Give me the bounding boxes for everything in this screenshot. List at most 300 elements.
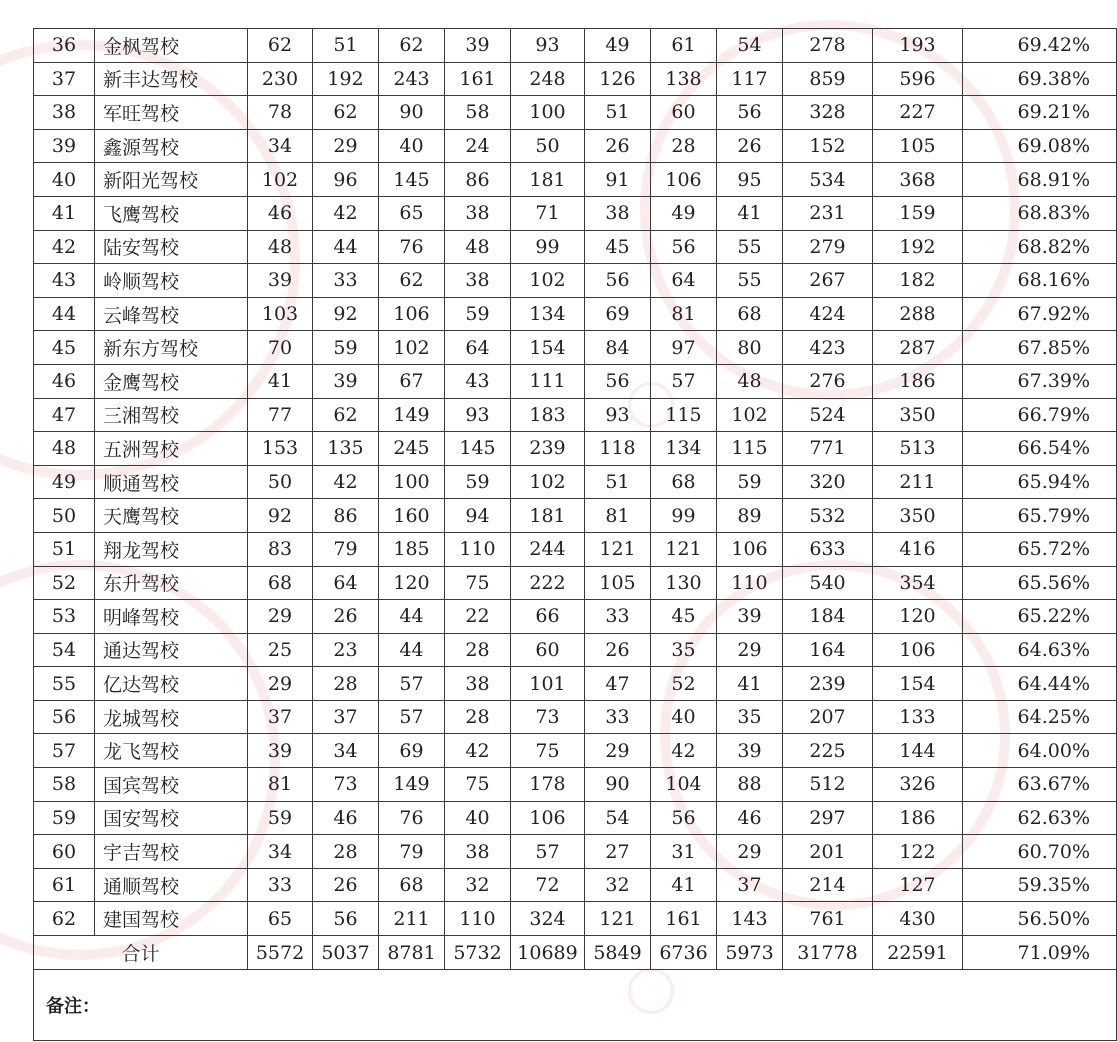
data-cell: 59 [717, 465, 783, 499]
data-cell: 29 [717, 835, 783, 869]
data-cell: 90 [585, 768, 651, 802]
school-name: 岭顺驾校 [95, 264, 248, 298]
data-cell: 24 [445, 129, 511, 163]
pass-rate: 64.63% [963, 633, 1117, 667]
data-cell: 239 [511, 432, 585, 466]
data-cell: 33 [248, 868, 313, 902]
table-row [34, 196, 1117, 230]
data-cell: 105 [585, 566, 651, 600]
data-cell: 56 [585, 264, 651, 298]
data-cell: 70 [248, 331, 313, 365]
data-cell: 41 [717, 667, 783, 701]
data-cell: 130 [651, 566, 717, 600]
data-cell: 115 [717, 432, 783, 466]
data-cell: 38 [585, 196, 651, 230]
data-cell: 39 [248, 734, 313, 768]
table-row [34, 297, 1117, 331]
data-cell: 106 [651, 163, 717, 197]
table-row [34, 633, 1117, 667]
school-name: 金枫驾校 [95, 29, 248, 63]
data-cell: 106 [717, 532, 783, 566]
data-cell: 81 [651, 297, 717, 331]
data-cell: 62 [313, 96, 379, 130]
data-cell: 37 [717, 868, 783, 902]
total-row [34, 936, 1117, 970]
data-cell: 44 [313, 230, 379, 264]
pass-rate: 65.94% [963, 465, 1117, 499]
data-cell: 38 [445, 196, 511, 230]
school-name: 陆安驾校 [95, 230, 248, 264]
data-cell: 56 [717, 96, 783, 130]
row-number: 41 [34, 196, 95, 230]
data-cell: 33 [585, 700, 651, 734]
data-cell: 28 [651, 129, 717, 163]
school-name: 顺通驾校 [95, 465, 248, 499]
data-cell: 86 [445, 163, 511, 197]
data-cell: 60 [651, 96, 717, 130]
data-cell: 86 [313, 499, 379, 533]
data-cell: 44 [379, 633, 445, 667]
data-cell: 144 [873, 734, 963, 768]
data-cell: 145 [445, 432, 511, 466]
data-cell: 29 [585, 734, 651, 768]
table-row [34, 398, 1117, 432]
data-cell: 69 [585, 297, 651, 331]
data-cell: 184 [783, 600, 873, 634]
data-cell: 75 [445, 768, 511, 802]
data-cell: 56 [651, 230, 717, 264]
pass-rate: 65.79% [963, 499, 1117, 533]
data-cell: 22 [445, 600, 511, 634]
data-cell: 62 [313, 398, 379, 432]
data-cell: 248 [511, 62, 585, 96]
data-cell: 524 [783, 398, 873, 432]
data-cell: 29 [717, 633, 783, 667]
data-cell: 62 [379, 264, 445, 298]
table-row [34, 801, 1117, 835]
data-cell: 430 [873, 902, 963, 936]
data-cell: 121 [585, 532, 651, 566]
table-row [34, 902, 1117, 936]
data-cell: 181 [511, 163, 585, 197]
data-cell: 154 [511, 331, 585, 365]
data-cell: 80 [717, 331, 783, 365]
data-cell: 596 [873, 62, 963, 96]
data-cell: 59 [313, 331, 379, 365]
row-number: 61 [34, 868, 95, 902]
pass-rate: 64.44% [963, 667, 1117, 701]
school-name: 三湘驾校 [95, 398, 248, 432]
school-name: 新丰达驾校 [95, 62, 248, 96]
data-cell: 59 [445, 297, 511, 331]
data-cell: 81 [585, 499, 651, 533]
data-cell: 75 [445, 566, 511, 600]
data-cell: 66 [511, 600, 585, 634]
row-number: 47 [34, 398, 95, 432]
table-row [34, 700, 1117, 734]
total-cell: 5037 [313, 936, 379, 970]
data-cell: 193 [873, 29, 963, 63]
school-name: 飞鹰驾校 [95, 196, 248, 230]
data-cell: 143 [717, 902, 783, 936]
data-cell: 267 [783, 264, 873, 298]
data-cell: 26 [313, 868, 379, 902]
total-cell: 6736 [651, 936, 717, 970]
pass-rate: 68.91% [963, 163, 1117, 197]
row-number: 36 [34, 29, 95, 63]
data-cell: 57 [511, 835, 585, 869]
data-cell: 56 [651, 801, 717, 835]
data-cell: 350 [873, 398, 963, 432]
data-cell: 91 [585, 163, 651, 197]
data-cell: 93 [585, 398, 651, 432]
pass-rate: 62.63% [963, 801, 1117, 835]
school-name: 军旺驾校 [95, 96, 248, 130]
row-number: 59 [34, 801, 95, 835]
data-cell: 102 [379, 331, 445, 365]
row-number: 39 [34, 129, 95, 163]
pass-rate: 69.21% [963, 96, 1117, 130]
school-name: 通顺驾校 [95, 868, 248, 902]
data-cell: 51 [585, 465, 651, 499]
pass-rate: 66.79% [963, 398, 1117, 432]
row-number: 60 [34, 835, 95, 869]
data-cell: 46 [248, 196, 313, 230]
row-number: 49 [34, 465, 95, 499]
data-cell: 88 [717, 768, 783, 802]
data-cell: 27 [585, 835, 651, 869]
pass-rate: 68.82% [963, 230, 1117, 264]
data-cell: 38 [445, 835, 511, 869]
data-cell: 424 [783, 297, 873, 331]
data-cell: 62 [248, 29, 313, 63]
data-cell: 117 [717, 62, 783, 96]
data-cell: 106 [511, 801, 585, 835]
row-number: 54 [34, 633, 95, 667]
data-cell: 102 [717, 398, 783, 432]
table-row [34, 163, 1117, 197]
data-cell: 534 [783, 163, 873, 197]
pass-rate: 69.08% [963, 129, 1117, 163]
data-cell: 276 [783, 364, 873, 398]
data-cell: 59 [445, 465, 511, 499]
data-cell: 118 [585, 432, 651, 466]
table-row [34, 734, 1117, 768]
data-cell: 33 [313, 264, 379, 298]
row-number: 43 [34, 264, 95, 298]
data-cell: 79 [313, 532, 379, 566]
school-name: 龙城驾校 [95, 700, 248, 734]
data-cell: 47 [585, 667, 651, 701]
data-cell: 106 [873, 633, 963, 667]
data-cell: 104 [651, 768, 717, 802]
data-cell: 92 [313, 297, 379, 331]
pass-rate: 60.70% [963, 835, 1117, 869]
data-cell: 160 [379, 499, 445, 533]
data-cell: 182 [873, 264, 963, 298]
table-row [34, 364, 1117, 398]
data-cell: 28 [445, 700, 511, 734]
data-cell: 288 [873, 297, 963, 331]
total-label: 合计 [34, 936, 248, 970]
data-cell: 161 [445, 62, 511, 96]
data-cell: 39 [313, 364, 379, 398]
pass-rate: 63.67% [963, 768, 1117, 802]
data-cell: 73 [313, 768, 379, 802]
data-cell: 32 [445, 868, 511, 902]
data-cell: 45 [651, 600, 717, 634]
data-cell: 57 [651, 364, 717, 398]
school-name: 通达驾校 [95, 633, 248, 667]
school-name: 五洲驾校 [95, 432, 248, 466]
data-cell: 64 [445, 331, 511, 365]
school-name: 金鹰驾校 [95, 364, 248, 398]
data-cell: 65 [248, 902, 313, 936]
row-number: 57 [34, 734, 95, 768]
data-cell: 57 [379, 700, 445, 734]
data-cell: 93 [445, 398, 511, 432]
data-cell: 423 [783, 331, 873, 365]
data-cell: 76 [379, 230, 445, 264]
data-cell: 92 [248, 499, 313, 533]
data-cell: 40 [445, 801, 511, 835]
pass-rate: 68.83% [963, 196, 1117, 230]
total-cell: 22591 [873, 936, 963, 970]
data-cell: 207 [783, 700, 873, 734]
school-name: 鑫源驾校 [95, 129, 248, 163]
data-cell: 78 [248, 96, 313, 130]
data-cell: 416 [873, 532, 963, 566]
data-cell: 58 [445, 96, 511, 130]
data-cell: 89 [717, 499, 783, 533]
data-cell: 90 [379, 96, 445, 130]
data-cell: 41 [248, 364, 313, 398]
table-row [34, 566, 1117, 600]
data-cell: 111 [511, 364, 585, 398]
table-row [34, 868, 1117, 902]
data-cell: 68 [379, 868, 445, 902]
data-cell: 211 [379, 902, 445, 936]
data-cell: 41 [651, 868, 717, 902]
school-name: 宇吉驾校 [95, 835, 248, 869]
school-name: 云峰驾校 [95, 297, 248, 331]
row-number: 42 [34, 230, 95, 264]
row-number: 52 [34, 566, 95, 600]
data-cell: 859 [783, 62, 873, 96]
data-cell: 60 [511, 633, 585, 667]
data-cell: 633 [783, 532, 873, 566]
school-name: 建国驾校 [95, 902, 248, 936]
total-cell: 5732 [445, 936, 511, 970]
school-name: 亿达驾校 [95, 667, 248, 701]
data-cell: 183 [511, 398, 585, 432]
data-cell: 44 [379, 600, 445, 634]
data-cell: 227 [873, 96, 963, 130]
data-cell: 35 [651, 633, 717, 667]
data-cell: 102 [248, 163, 313, 197]
data-cell: 81 [248, 768, 313, 802]
school-name: 东升驾校 [95, 566, 248, 600]
data-cell: 42 [445, 734, 511, 768]
data-cell: 64 [651, 264, 717, 298]
table-row [34, 465, 1117, 499]
total-cell: 5973 [717, 936, 783, 970]
data-cell: 95 [717, 163, 783, 197]
data-cell: 222 [511, 566, 585, 600]
data-cell: 50 [511, 129, 585, 163]
school-name: 天鹰驾校 [95, 499, 248, 533]
data-cell: 100 [379, 465, 445, 499]
row-number: 45 [34, 331, 95, 365]
data-cell: 34 [313, 734, 379, 768]
data-cell: 37 [313, 700, 379, 734]
table-row [34, 667, 1117, 701]
data-cell: 64 [313, 566, 379, 600]
data-cell: 71 [511, 196, 585, 230]
data-cell: 134 [511, 297, 585, 331]
data-cell: 100 [511, 96, 585, 130]
total-cell: 5849 [585, 936, 651, 970]
data-cell: 512 [783, 768, 873, 802]
data-cell: 771 [783, 432, 873, 466]
row-number: 50 [34, 499, 95, 533]
row-number: 46 [34, 364, 95, 398]
data-cell: 161 [651, 902, 717, 936]
data-cell: 34 [248, 129, 313, 163]
data-cell: 48 [248, 230, 313, 264]
table-row [34, 62, 1117, 96]
data-cell: 149 [379, 398, 445, 432]
data-cell: 110 [717, 566, 783, 600]
data-cell: 154 [873, 667, 963, 701]
data-cell: 79 [379, 835, 445, 869]
data-cell: 35 [717, 700, 783, 734]
data-cell: 73 [511, 700, 585, 734]
data-cell: 328 [783, 96, 873, 130]
row-number: 53 [34, 600, 95, 634]
data-cell: 122 [873, 835, 963, 869]
data-cell: 201 [783, 835, 873, 869]
pass-rate: 65.22% [963, 600, 1117, 634]
data-cell: 37 [248, 700, 313, 734]
pass-rate: 56.50% [963, 902, 1117, 936]
data-cell: 761 [783, 902, 873, 936]
data-cell: 68 [717, 297, 783, 331]
pass-rate: 69.42% [963, 29, 1117, 63]
data-cell: 133 [873, 700, 963, 734]
table-body [34, 29, 1117, 936]
data-cell: 94 [445, 499, 511, 533]
data-cell: 245 [379, 432, 445, 466]
total-rate: 71.09% [963, 936, 1117, 970]
table-row [34, 432, 1117, 466]
data-cell: 115 [651, 398, 717, 432]
pass-rate-table [33, 28, 1117, 1041]
data-cell: 61 [651, 29, 717, 63]
data-cell: 127 [873, 868, 963, 902]
pass-rate: 64.25% [963, 700, 1117, 734]
pass-rate: 67.39% [963, 364, 1117, 398]
data-cell: 152 [783, 129, 873, 163]
data-cell: 62 [379, 29, 445, 63]
data-cell: 26 [717, 129, 783, 163]
data-cell: 46 [313, 801, 379, 835]
data-cell: 214 [783, 868, 873, 902]
pass-rate: 64.00% [963, 734, 1117, 768]
data-cell: 326 [873, 768, 963, 802]
row-number: 51 [34, 532, 95, 566]
row-number: 38 [34, 96, 95, 130]
data-cell: 28 [313, 835, 379, 869]
data-cell: 43 [445, 364, 511, 398]
data-cell: 49 [585, 29, 651, 63]
row-number: 55 [34, 667, 95, 701]
data-cell: 76 [379, 801, 445, 835]
data-cell: 46 [717, 801, 783, 835]
data-cell: 121 [651, 532, 717, 566]
school-name: 新阳光驾校 [95, 163, 248, 197]
data-cell: 68 [651, 465, 717, 499]
data-cell: 39 [248, 264, 313, 298]
data-cell: 42 [313, 196, 379, 230]
data-cell: 97 [651, 331, 717, 365]
data-cell: 29 [248, 667, 313, 701]
data-cell: 26 [585, 129, 651, 163]
table-row [34, 29, 1117, 63]
data-cell: 38 [445, 667, 511, 701]
table-row [34, 532, 1117, 566]
data-cell: 102 [511, 264, 585, 298]
data-cell: 42 [651, 734, 717, 768]
data-cell: 181 [511, 499, 585, 533]
data-cell: 149 [379, 768, 445, 802]
pass-rate: 68.16% [963, 264, 1117, 298]
data-cell: 32 [585, 868, 651, 902]
data-cell: 211 [873, 465, 963, 499]
data-cell: 26 [313, 600, 379, 634]
data-cell: 324 [511, 902, 585, 936]
data-cell: 54 [717, 29, 783, 63]
data-cell: 50 [248, 465, 313, 499]
data-cell: 278 [783, 29, 873, 63]
data-cell: 159 [873, 196, 963, 230]
table-row [34, 768, 1117, 802]
row-number: 58 [34, 768, 95, 802]
data-cell: 126 [585, 62, 651, 96]
data-cell: 192 [873, 230, 963, 264]
data-cell: 51 [585, 96, 651, 130]
data-cell: 54 [585, 801, 651, 835]
data-cell: 39 [717, 600, 783, 634]
data-cell: 153 [248, 432, 313, 466]
pass-rate: 59.35% [963, 868, 1117, 902]
data-cell: 120 [873, 600, 963, 634]
school-name: 翔龙驾校 [95, 532, 248, 566]
data-cell: 59 [248, 801, 313, 835]
data-cell: 106 [379, 297, 445, 331]
data-cell: 185 [379, 532, 445, 566]
data-cell: 52 [651, 667, 717, 701]
data-cell: 164 [783, 633, 873, 667]
data-cell: 101 [511, 667, 585, 701]
data-cell: 40 [651, 700, 717, 734]
data-cell: 225 [783, 734, 873, 768]
data-cell: 42 [313, 465, 379, 499]
school-name: 国安驾校 [95, 801, 248, 835]
data-cell: 25 [248, 633, 313, 667]
data-cell: 99 [511, 230, 585, 264]
pass-rate: 65.72% [963, 532, 1117, 566]
